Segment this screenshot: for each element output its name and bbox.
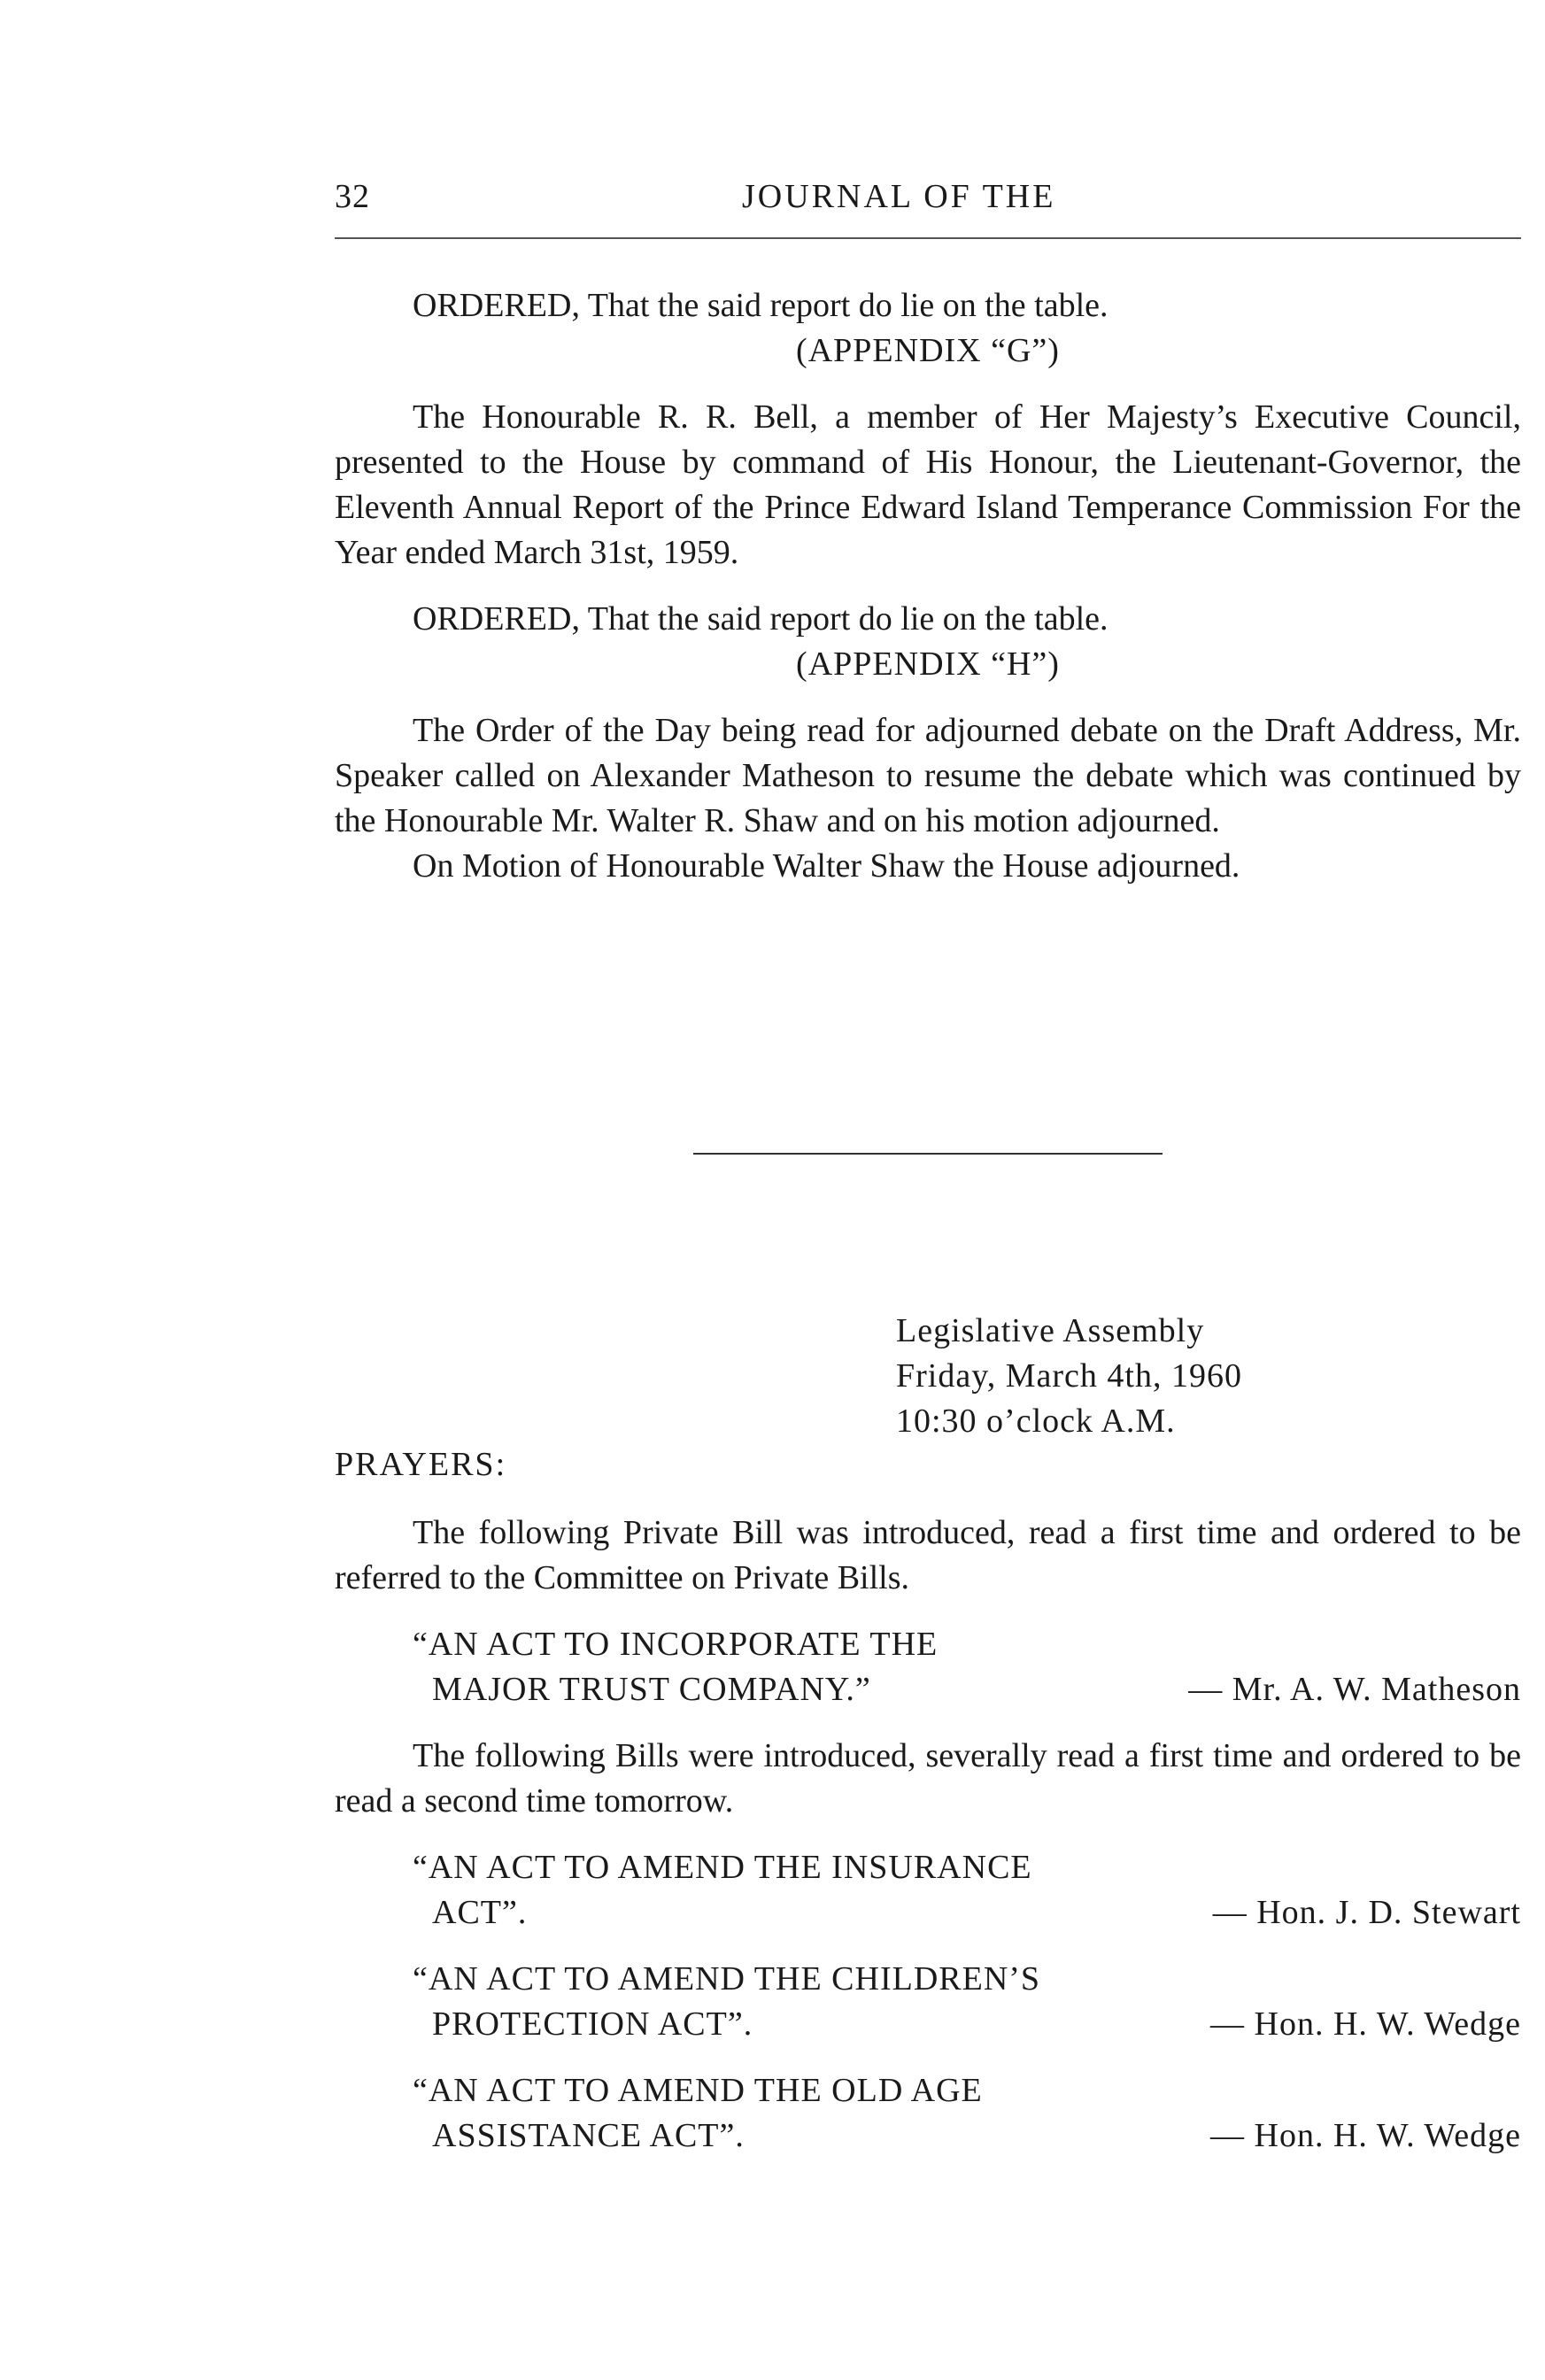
public-bills-paragraph: The following Bills were introduced, severally read a first time and ordered to be read a second time tomorrow. [335, 1737, 1521, 1820]
bill-sponsor: — Hon. H. W. Wedge [1210, 2117, 1521, 2154]
private-bill-paragraph: The following Private Bill was introduced, read a first time and ordered to be referred to the Committee on Private Bills. [335, 1514, 1521, 1596]
sitting-dateline [896, 1309, 1242, 1444]
section-divider-rule [693, 1153, 1163, 1155]
ordered-paragraph-2: ORDERED, That the said report do lie on the table. [413, 600, 1109, 638]
bill-sponsor: — Mr. A. W. Matheson [1188, 1671, 1521, 1708]
ordered-paragraph-1: ORDERED, That the said report do lie on the table. [413, 287, 1109, 324]
bill-title-line-1: “AN ACT TO INCORPORATE THE [413, 1626, 939, 1663]
bill-title-line-1: “AN ACT TO AMEND THE INSURANCE [413, 1849, 1032, 1886]
bill-entry [335, 1845, 1521, 1936]
bill-title-line-1: “AN ACT TO AMEND THE OLD AGE [413, 2072, 983, 2109]
sitting-time: 10:30 o’clock A.M. [896, 1402, 1176, 1440]
temperance-report-paragraph: The Honourable R. R. Bell, a member of Her Majesty’s Executive Council, presented to the House by command of His Honour, the Lieutenant-Governor, the Eleventh Annual Report of the Prince Edward Island Temperance Commission For the Year ended March 31st, 1959. [335, 398, 1521, 571]
appendix-h-label: (APPENDIX “H”) [796, 645, 1060, 683]
adjournment-paragraph: On Motion of Honourable Walter Shaw the House adjourned. [413, 847, 1240, 885]
order-of-day-paragraph: The Order of the Day being read for adjourned debate on the Draft Address, Mr. Speaker called on Alexander Matheson to resume the debate which was continued by the Honourable Mr. Walter R. Shaw and on his motion adjourned. [335, 712, 1521, 839]
bill-entry [335, 1957, 1521, 2047]
bill-entry [335, 2068, 1521, 2159]
assembly-name: Legislative Assembly [896, 1312, 1205, 1349]
running-head: JOURNAL OF THE [742, 178, 1056, 215]
sitting-date: Friday, March 4th, 1960 [896, 1357, 1242, 1395]
bill-title-line-1: “AN ACT TO AMEND THE CHILDREN’S [413, 1960, 1041, 1998]
prayers-heading: PRAYERS: [335, 1446, 507, 1483]
bill-entry [335, 1622, 1521, 1712]
page-header [335, 177, 1521, 230]
page-number: 32 [335, 178, 370, 215]
bill-title-line-2: PROTECTION ACT”. [432, 2005, 753, 2043]
header-rule [335, 237, 1521, 239]
bill-title-line-2: ASSISTANCE ACT”. [432, 2117, 745, 2154]
appendix-g-label: (APPENDIX “G”) [796, 332, 1060, 369]
bill-sponsor: — Hon. J. D. Stewart [1212, 1894, 1521, 1931]
bill-title-line-2: MAJOR TRUST COMPANY.” [432, 1671, 871, 1708]
bill-sponsor: — Hon. H. W. Wedge [1210, 2005, 1521, 2043]
section-current-day [335, 1511, 1521, 2159]
bill-title-line-2: ACT”. [432, 1894, 528, 1931]
section-previous-day [335, 283, 1521, 889]
